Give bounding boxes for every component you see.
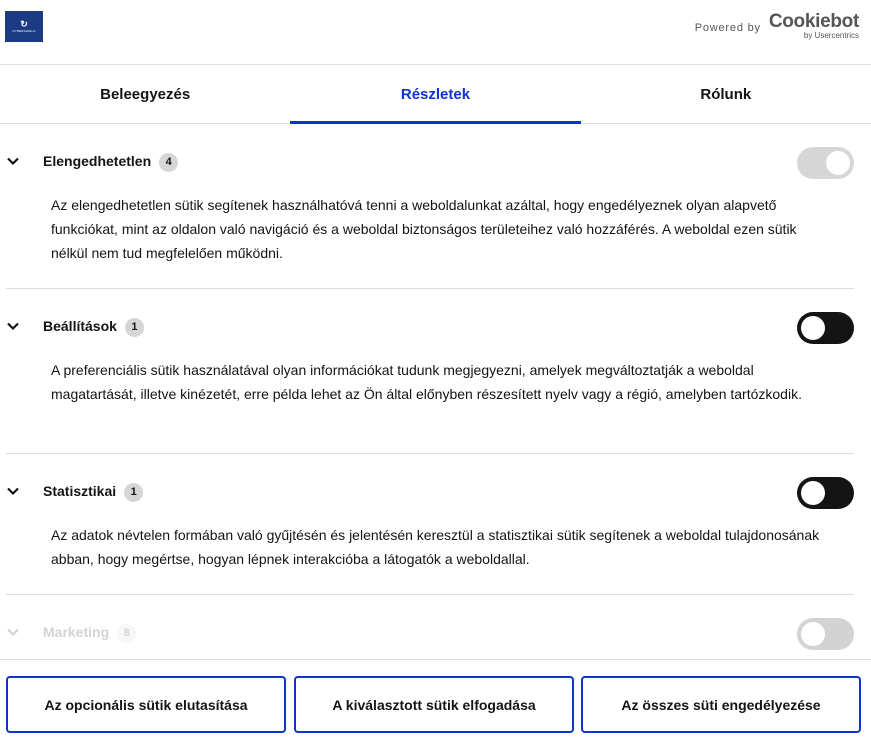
tab-consent[interactable]: Beleegyezés [100,86,191,103]
accept-selected-button[interactable]: A kiválasztott sütik elfogadása [294,676,574,733]
category-necessary [6,147,854,265]
cookiebot-name: Cookiebot [768,11,859,32]
section-divider [6,453,854,454]
category-description: Az adatok névtelen formában való gyűjtésén és jelentésén keresztül a statisztikai sütik segítenek a weboldal tulajdonosának abban, hogy megértse, hogyan lépnek interakcióba a látogatók a weboldallal. [51,527,820,567]
cookiebot-logo [769,12,859,40]
chevron-down-icon[interactable] [6,484,20,498]
toggle-knob [801,481,825,505]
tab-about[interactable]: Rólunk [700,86,752,103]
category-title [43,318,144,337]
cookiebot-sub: by Usercentrics [803,31,859,40]
powered-by-cookiebot[interactable] [695,12,859,40]
marketing-toggle[interactable] [797,618,854,650]
powered-by-label: Powered by [694,22,761,34]
section-divider [6,288,854,289]
details-panel [0,124,871,659]
tab-bar [0,66,871,124]
cookie-count-badge: 8 [117,624,136,643]
category-statistics [6,477,854,571]
chevron-down-icon[interactable] [6,625,20,639]
logo-wordmark: CYBERSHIELD [12,29,36,33]
toggle-knob [801,622,825,646]
category-title-text: Elengedhetetlen [43,152,152,169]
dialog-footer [0,659,871,738]
category-description: A preferenciális sütik használatával olyan információkat tudunk megjegyezni, amelyek megváltoztatják a weboldal magatartását, illetve kinézetét, erre példa lehet az Ön által előnyben részesített nyelv vagy a régió, amelyben tartózkodik. [51,362,802,402]
category-preferences [6,312,854,406]
category-header[interactable] [6,312,854,342]
category-description: Az elengedhetetlen sütik segítenek használhatóvá tenni a weboldalunkat azáltal, hogy engedélyeznek olyan alapvető funkciókat, mint az oldalon való navigáció és a weboldal biztonságos területeihez való hozzáférés. A weboldal ezen sütik nélkül nem tud megfelelően működni. [51,197,797,261]
category-header[interactable] [6,618,854,648]
logo-mark-icon: ↻ [20,19,28,29]
category-title-text: Statisztikai [43,482,117,499]
reject-optional-button[interactable]: Az opcionális sütik elutasítása [6,676,286,733]
section-divider [6,594,854,595]
category-header[interactable] [6,477,854,507]
preferences-toggle[interactable] [797,312,854,344]
toggle-knob [826,151,850,175]
company-logo [5,11,43,42]
category-header[interactable] [6,147,854,177]
category-title [43,624,136,643]
tab-details[interactable]: Részletek [290,66,580,123]
statistics-toggle[interactable] [797,477,854,509]
category-title [43,483,143,502]
category-title-text: Beállítások [43,317,117,334]
necessary-toggle[interactable] [797,147,854,179]
cookie-count-badge: 1 [125,318,144,337]
chevron-down-icon[interactable] [6,154,20,168]
category-marketing [6,618,854,648]
chevron-down-icon[interactable] [6,319,20,333]
category-title [43,153,178,172]
accept-all-button[interactable]: Az összes süti engedélyezése [581,676,861,733]
toggle-knob [801,316,825,340]
cookie-count-badge: 4 [159,153,178,172]
dialog-header [0,0,871,65]
cookie-count-badge: 1 [124,483,143,502]
category-title-text: Marketing [43,623,110,640]
